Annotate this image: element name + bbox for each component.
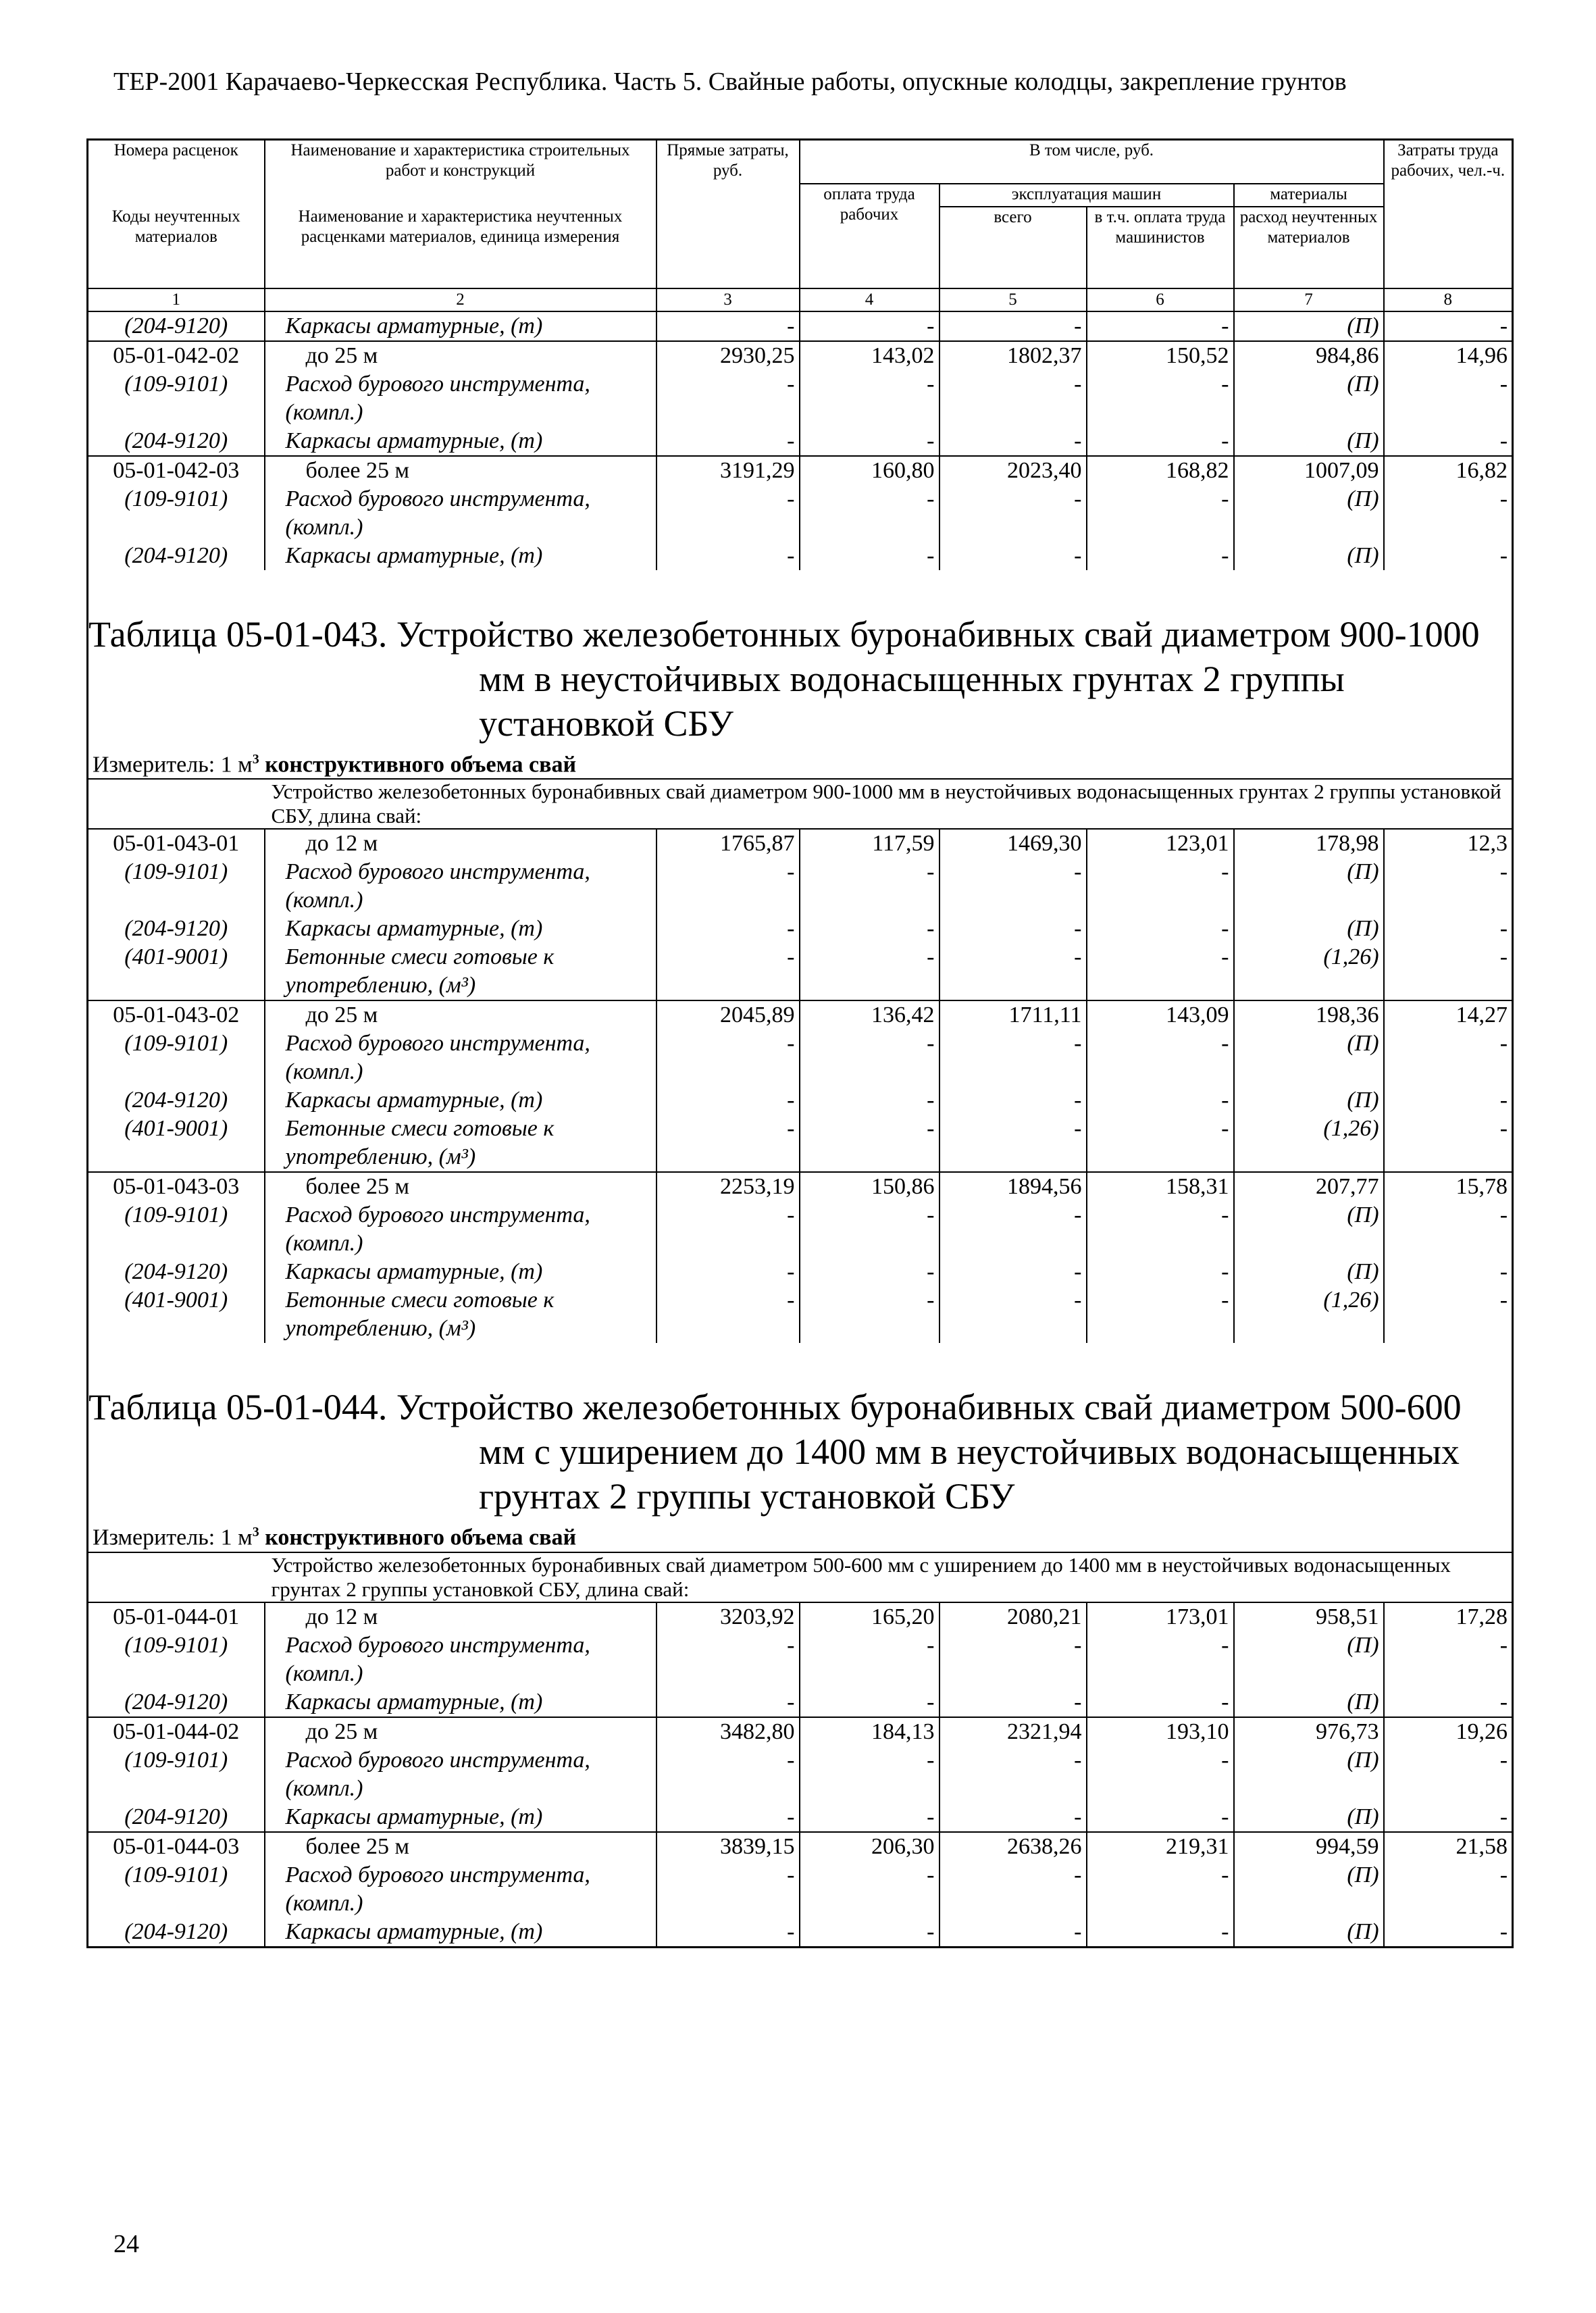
material-row xyxy=(88,1030,1513,1086)
direct-costs-cell: - xyxy=(657,1861,800,1918)
machinist-wages-cell: - xyxy=(1087,1258,1234,1286)
direct-costs-cell: - xyxy=(657,858,800,915)
machinist-wages-cell: - xyxy=(1087,1918,1234,1948)
machinist-wages-cell: - xyxy=(1087,370,1234,427)
machines-total-cell: - xyxy=(939,1631,1087,1688)
materials-cell: 178,98 xyxy=(1234,829,1384,858)
machines-total-cell: - xyxy=(939,943,1087,1000)
section-intro: Устройство железобетонных буронабивных свай диаметром 500-600 мм с уширением до 1400 мм в неустойчивых водонасыщенных грунтах 2 группы установкой СБУ, длина свай: xyxy=(265,1552,1513,1602)
col-work-name-header: Наименование и характеристика строительных работ и конструкций xyxy=(265,140,657,184)
machinist-wages-cell: - xyxy=(1087,311,1234,341)
machines-total-cell: - xyxy=(939,427,1087,456)
materials-cell: (П) xyxy=(1234,1861,1384,1918)
material-name: Бетонные смеси готовые к употреблению, (м³) xyxy=(265,1286,657,1343)
table-title-number: Таблица 05-01-043. xyxy=(88,614,388,655)
materials-cell: (1,26) xyxy=(1234,943,1384,1000)
materials-cell: (П) xyxy=(1234,311,1384,341)
materials-cell: 984,86 xyxy=(1234,341,1384,370)
machinist-wages-cell: 219,31 xyxy=(1087,1832,1234,1861)
materials-cell: (П) xyxy=(1234,1918,1384,1948)
machines-total-cell: - xyxy=(939,1086,1087,1115)
direct-costs-cell: - xyxy=(657,1030,800,1086)
machinist-wages-cell: - xyxy=(1087,1115,1234,1172)
machinist-wages-cell: - xyxy=(1087,858,1234,915)
table-title xyxy=(88,1381,1513,1519)
rate-name: более 25 м xyxy=(265,456,657,485)
wages-cell: 150,86 xyxy=(800,1172,939,1201)
materials-cell: (П) xyxy=(1234,1086,1384,1115)
col-number-8: 8 xyxy=(1384,288,1513,311)
material-name: Бетонные смеси готовые к употреблению, (м³) xyxy=(265,943,657,1000)
labor-cell: - xyxy=(1384,943,1513,1000)
direct-costs-cell: 3191,29 xyxy=(657,456,800,485)
labor-cell: - xyxy=(1384,1086,1513,1115)
direct-costs-cell: - xyxy=(657,1918,800,1948)
material-row xyxy=(88,1803,1513,1832)
wages-cell: - xyxy=(800,485,939,542)
materials-cell: (1,26) xyxy=(1234,1286,1384,1343)
machinist-wages-cell: - xyxy=(1087,1746,1234,1803)
materials-cell: 207,77 xyxy=(1234,1172,1384,1201)
machines-total-cell: - xyxy=(939,1688,1087,1717)
machines-total-cell: 1802,37 xyxy=(939,341,1087,370)
machines-total-cell: - xyxy=(939,1030,1087,1086)
machines-total-cell: - xyxy=(939,485,1087,542)
col-number-6: 6 xyxy=(1087,288,1234,311)
machines-total-cell: - xyxy=(939,311,1087,341)
material-row xyxy=(88,1918,1513,1948)
material-code: (401-9001) xyxy=(88,1286,265,1343)
machinist-wages-cell: 150,52 xyxy=(1087,341,1234,370)
machines-total-cell: 2321,94 xyxy=(939,1717,1087,1746)
material-code: (109-9101) xyxy=(88,1746,265,1803)
rate-row xyxy=(88,1172,1513,1201)
machinist-wages-cell: 173,01 xyxy=(1087,1602,1234,1631)
material-name: Каркасы арматурные, (т) xyxy=(265,1688,657,1717)
direct-costs-cell: - xyxy=(657,1201,800,1258)
machines-total-cell: 2638,26 xyxy=(939,1832,1087,1861)
material-row xyxy=(88,485,1513,542)
labor-cell: - xyxy=(1384,1631,1513,1688)
labor-cell: - xyxy=(1384,542,1513,570)
direct-costs-cell: 3203,92 xyxy=(657,1602,800,1631)
wages-cell: 165,20 xyxy=(800,1602,939,1631)
machinist-wages-cell: - xyxy=(1087,1688,1234,1717)
wages-cell: - xyxy=(800,1115,939,1172)
machinist-wages-cell: - xyxy=(1087,1030,1234,1086)
unit-of-measure: Измеритель: 1 $м^3$ конструктивного объема свай xyxy=(88,1519,1513,1552)
labor-cell: 12,3 xyxy=(1384,829,1513,858)
material-row xyxy=(88,915,1513,943)
labor-cell: - xyxy=(1384,1258,1513,1286)
rate-row xyxy=(88,1717,1513,1746)
wages-cell: 117,59 xyxy=(800,829,939,858)
machinist-wages-cell: - xyxy=(1087,943,1234,1000)
direct-costs-cell: 2045,89 xyxy=(657,1000,800,1030)
direct-costs-cell: - xyxy=(657,1746,800,1803)
machinist-wages-cell: - xyxy=(1087,1803,1234,1832)
table-043-rows xyxy=(88,829,1513,1343)
col-number-7: 7 xyxy=(1234,288,1384,311)
labor-cell: - xyxy=(1384,485,1513,542)
direct-costs-cell: - xyxy=(657,943,800,1000)
col-number-2: 2 xyxy=(265,288,657,311)
labor-cell: - xyxy=(1384,1201,1513,1258)
material-code: (204-9120) xyxy=(88,1803,265,1832)
material-code: (204-9120) xyxy=(88,1688,265,1717)
material-name: Каркасы арматурные, (т) xyxy=(265,427,657,456)
col-direct-costs-header: Прямые затраты, руб. xyxy=(657,140,800,289)
material-code: (109-9101) xyxy=(88,1861,265,1918)
machinist-wages-cell: - xyxy=(1087,1286,1234,1343)
machines-total-cell: 1469,30 xyxy=(939,829,1087,858)
labor-cell: 16,82 xyxy=(1384,456,1513,485)
machines-total-cell: - xyxy=(939,915,1087,943)
col-machines-total-header: всего xyxy=(939,207,1087,288)
material-code: (401-9001) xyxy=(88,1115,265,1172)
direct-costs-cell: - xyxy=(657,542,800,570)
material-row xyxy=(88,542,1513,570)
col-number-3: 3 xyxy=(657,288,800,311)
col-wages-header: оплата труда рабочих xyxy=(800,184,939,288)
material-name: Каркасы арматурные, (т) xyxy=(265,1258,657,1286)
material-name: Расход бурового инструмента, (компл.) xyxy=(265,1030,657,1086)
wages-cell: - xyxy=(800,1086,939,1115)
machines-total-cell: - xyxy=(939,1918,1087,1948)
labor-cell: 14,27 xyxy=(1384,1000,1513,1030)
labor-cell: - xyxy=(1384,1030,1513,1086)
machines-total-cell: - xyxy=(939,858,1087,915)
rate-row xyxy=(88,1832,1513,1861)
page-header: ТЕР-2001 Карачаево-Черкесская Республика. Часть 5. Свайные работы, опускные колодцы, закрепление грунтов xyxy=(113,68,1347,96)
material-name: Расход бурового инструмента, (компл.) xyxy=(265,1631,657,1688)
material-row xyxy=(88,311,1513,341)
material-name: Каркасы арматурные, (т) xyxy=(265,1803,657,1832)
material-name: Каркасы арматурные, (т) xyxy=(265,1086,657,1115)
direct-costs-cell: 3482,80 xyxy=(657,1717,800,1746)
col-material-name-header: Наименование и характеристика неучтенных расценками материалов, единица измерения xyxy=(265,207,657,288)
rate-code: 05-01-043-03 xyxy=(88,1172,265,1201)
rate-name: более 25 м xyxy=(265,1172,657,1201)
materials-cell: (П) xyxy=(1234,915,1384,943)
wages-cell: - xyxy=(800,1201,939,1258)
direct-costs-cell: - xyxy=(657,485,800,542)
material-name: Каркасы арматурные, (т) xyxy=(265,1918,657,1948)
machinist-wages-cell: - xyxy=(1087,1861,1234,1918)
machinist-wages-cell: - xyxy=(1087,1201,1234,1258)
material-code: (109-9101) xyxy=(88,1030,265,1086)
rate-name: до 25 м xyxy=(265,1000,657,1030)
direct-costs-cell: - xyxy=(657,370,800,427)
rate-row xyxy=(88,456,1513,485)
material-row xyxy=(88,1201,1513,1258)
machinist-wages-cell: 158,31 xyxy=(1087,1172,1234,1201)
wages-cell: - xyxy=(800,1688,939,1717)
materials-cell: (П) xyxy=(1234,858,1384,915)
labor-cell: - xyxy=(1384,1918,1513,1948)
direct-costs-cell: - xyxy=(657,1803,800,1832)
col-materials-consumption-header: расход неучтенных материалов xyxy=(1234,207,1384,288)
material-row xyxy=(88,1086,1513,1115)
machines-total-cell: - xyxy=(939,370,1087,427)
material-code: (401-9001) xyxy=(88,943,265,1000)
labor-cell: - xyxy=(1384,915,1513,943)
materials-cell: 994,59 xyxy=(1234,1832,1384,1861)
materials-cell: 1007,09 xyxy=(1234,456,1384,485)
col-number-4: 4 xyxy=(800,288,939,311)
table-title-text: Устройство железобетонных буронабивных свай диаметром 500-600 мм с уширением до 1400 мм в неустойчивых водонасыщенных грунтах 2 группы установкой СБУ xyxy=(396,1387,1462,1517)
wages-cell: 184,13 xyxy=(800,1717,939,1746)
materials-cell: 958,51 xyxy=(1234,1602,1384,1631)
wages-cell: - xyxy=(800,370,939,427)
direct-costs-cell: - xyxy=(657,311,800,341)
table-title xyxy=(88,608,1513,746)
machines-total-cell: - xyxy=(939,1861,1087,1918)
machines-total-cell: - xyxy=(939,542,1087,570)
machinist-wages-cell: - xyxy=(1087,1086,1234,1115)
col-machinist-wages-header: в т.ч. оплата труда машинистов xyxy=(1087,207,1234,288)
material-row xyxy=(88,1286,1513,1343)
material-row xyxy=(88,1631,1513,1688)
materials-cell: (П) xyxy=(1234,370,1384,427)
materials-cell: (П) xyxy=(1234,485,1384,542)
labor-cell: - xyxy=(1384,1861,1513,1918)
material-code: (109-9101) xyxy=(88,858,265,915)
labor-cell: - xyxy=(1384,1803,1513,1832)
wages-cell: 160,80 xyxy=(800,456,939,485)
wages-cell: 143,02 xyxy=(800,341,939,370)
material-name: Расход бурового инструмента, (компл.) xyxy=(265,1861,657,1918)
material-code: (109-9101) xyxy=(88,1631,265,1688)
labor-cell: 17,28 xyxy=(1384,1602,1513,1631)
labor-cell: - xyxy=(1384,1115,1513,1172)
rate-code: 05-01-043-02 xyxy=(88,1000,265,1030)
rate-code: 05-01-044-01 xyxy=(88,1602,265,1631)
machines-total-cell: - xyxy=(939,1286,1087,1343)
table-044-rows xyxy=(88,1602,1513,1948)
machinist-wages-cell: - xyxy=(1087,915,1234,943)
direct-costs-cell: - xyxy=(657,1688,800,1717)
wages-cell: - xyxy=(800,858,939,915)
table-044-heading xyxy=(88,1343,1513,1602)
material-code: (204-9120) xyxy=(88,1258,265,1286)
labor-cell: 14,96 xyxy=(1384,341,1513,370)
labor-cell: - xyxy=(1384,1746,1513,1803)
labor-cell: - xyxy=(1384,858,1513,915)
material-code: (204-9120) xyxy=(88,542,265,570)
material-code: (204-9120) xyxy=(88,915,265,943)
material-code: (204-9120) xyxy=(88,311,265,341)
direct-costs-cell: - xyxy=(657,1286,800,1343)
materials-cell: (П) xyxy=(1234,542,1384,570)
wages-cell: - xyxy=(800,1286,939,1343)
wages-cell: - xyxy=(800,915,939,943)
material-row xyxy=(88,1861,1513,1918)
material-code: (204-9120) xyxy=(88,1086,265,1115)
section-intro: Устройство железобетонных буронабивных свай диаметром 900-1000 мм в неустойчивых водонасыщенных грунтах 2 группы установкой СБУ, длина свай: xyxy=(265,779,1513,829)
machinist-wages-cell: 123,01 xyxy=(1087,829,1234,858)
material-name: Расход бурового инструмента, (компл.) xyxy=(265,370,657,427)
material-name: Каркасы арматурные, (т) xyxy=(265,915,657,943)
machines-total-cell: 2023,40 xyxy=(939,456,1087,485)
machinist-wages-cell: - xyxy=(1087,1631,1234,1688)
labor-cell: - xyxy=(1384,370,1513,427)
labor-cell: - xyxy=(1384,427,1513,456)
materials-cell: (П) xyxy=(1234,1746,1384,1803)
col-number-1: 1 xyxy=(88,288,265,311)
rate-code: 05-01-042-03 xyxy=(88,456,265,485)
col-labor-header: Затраты труда рабочих, чел.-ч. xyxy=(1384,140,1513,289)
machinist-wages-cell: - xyxy=(1087,485,1234,542)
machines-total-cell: 1711,11 xyxy=(939,1000,1087,1030)
material-name: Расход бурового инструмента, (компл.) xyxy=(265,485,657,542)
unit-of-measure: Измеритель: 1 $м^3$ конструктивного объема свай xyxy=(88,746,1513,779)
labor-cell: - xyxy=(1384,1688,1513,1717)
machines-total-cell: - xyxy=(939,1803,1087,1832)
col-including-header: В том числе, руб. xyxy=(800,140,1384,184)
material-code: (204-9120) xyxy=(88,1918,265,1948)
labor-cell: 19,26 xyxy=(1384,1717,1513,1746)
direct-costs-cell: - xyxy=(657,427,800,456)
col-material-codes-header: Коды неучтенных материалов xyxy=(88,207,265,288)
wages-cell: - xyxy=(800,1918,939,1948)
direct-costs-cell: - xyxy=(657,1115,800,1172)
col-number-5: 5 xyxy=(939,288,1087,311)
material-name: Расход бурового инструмента, (компл.) xyxy=(265,858,657,915)
machines-total-cell: 1894,56 xyxy=(939,1172,1087,1201)
wages-cell: 206,30 xyxy=(800,1832,939,1861)
rate-row xyxy=(88,829,1513,858)
materials-cell: 198,36 xyxy=(1234,1000,1384,1030)
machinist-wages-cell: - xyxy=(1087,542,1234,570)
table-042-continuation xyxy=(88,311,1513,570)
material-code: (109-9101) xyxy=(88,370,265,427)
direct-costs-cell: - xyxy=(657,915,800,943)
rate-name: до 25 м xyxy=(265,341,657,370)
direct-costs-cell: - xyxy=(657,1258,800,1286)
material-code: (204-9120) xyxy=(88,427,265,456)
wages-cell: - xyxy=(800,1803,939,1832)
machinist-wages-cell: 143,09 xyxy=(1087,1000,1234,1030)
rates-table xyxy=(86,138,1514,1948)
material-row xyxy=(88,370,1513,427)
materials-cell: (П) xyxy=(1234,1688,1384,1717)
material-row xyxy=(88,1258,1513,1286)
rate-code: 05-01-044-03 xyxy=(88,1832,265,1861)
rate-row xyxy=(88,1000,1513,1030)
wages-cell: - xyxy=(800,427,939,456)
wages-cell: - xyxy=(800,1258,939,1286)
wages-cell: 136,42 xyxy=(800,1000,939,1030)
direct-costs-cell: 2253,19 xyxy=(657,1172,800,1201)
direct-costs-cell: - xyxy=(657,1631,800,1688)
rate-row xyxy=(88,1602,1513,1631)
col-machines-header: эксплуатация машин xyxy=(939,184,1234,207)
material-name: Расход бурового инструмента, (компл.) xyxy=(265,1746,657,1803)
materials-cell: 976,73 xyxy=(1234,1717,1384,1746)
machines-total-cell: - xyxy=(939,1258,1087,1286)
rate-name: более 25 м xyxy=(265,1832,657,1861)
direct-costs-cell: 1765,87 xyxy=(657,829,800,858)
materials-cell: (П) xyxy=(1234,427,1384,456)
machines-total-cell: - xyxy=(939,1746,1087,1803)
material-row xyxy=(88,1746,1513,1803)
wages-cell: - xyxy=(800,1030,939,1086)
materials-cell: (1,26) xyxy=(1234,1115,1384,1172)
material-row xyxy=(88,1115,1513,1172)
materials-cell: (П) xyxy=(1234,1030,1384,1086)
material-code: (109-9101) xyxy=(88,485,265,542)
labor-cell: - xyxy=(1384,1286,1513,1343)
table-title-number: Таблица 05-01-044. xyxy=(88,1387,388,1428)
machines-total-cell: - xyxy=(939,1201,1087,1258)
wages-cell: - xyxy=(800,1631,939,1688)
rate-code: 05-01-044-02 xyxy=(88,1717,265,1746)
wages-cell: - xyxy=(800,542,939,570)
material-name: Каркасы арматурные, (т) xyxy=(265,542,657,570)
material-row xyxy=(88,943,1513,1000)
col-rate-number-header: Номера расценок xyxy=(88,140,265,184)
labor-cell: 15,78 xyxy=(1384,1172,1513,1201)
wages-cell: - xyxy=(800,1746,939,1803)
rate-name: до 12 м xyxy=(265,1602,657,1631)
machinist-wages-cell: 168,82 xyxy=(1087,456,1234,485)
rate-code: 05-01-043-01 xyxy=(88,829,265,858)
table-title-text: Устройство железобетонных буронабивных свай диаметром 900-1000 мм в неустойчивых водонасыщенных грунтах 2 группы установкой СБУ xyxy=(396,614,1480,744)
rate-name: до 25 м xyxy=(265,1717,657,1746)
wages-cell: - xyxy=(800,943,939,1000)
materials-cell: (П) xyxy=(1234,1803,1384,1832)
machinist-wages-cell: 193,10 xyxy=(1087,1717,1234,1746)
rate-row xyxy=(88,341,1513,370)
wages-cell: - xyxy=(800,311,939,341)
wages-cell: - xyxy=(800,1861,939,1918)
direct-costs-cell: 3839,15 xyxy=(657,1832,800,1861)
col-materials-header: материалы xyxy=(1234,184,1384,207)
materials-cell: (П) xyxy=(1234,1258,1384,1286)
material-code: (109-9101) xyxy=(88,1201,265,1258)
material-name: Каркасы арматурные, (т) xyxy=(265,311,657,341)
labor-cell: 21,58 xyxy=(1384,1832,1513,1861)
labor-cell: - xyxy=(1384,311,1513,341)
table-043-heading xyxy=(88,570,1513,829)
material-row xyxy=(88,1688,1513,1717)
rate-name: до 12 м xyxy=(265,829,657,858)
machines-total-cell: - xyxy=(939,1115,1087,1172)
material-name: Расход бурового инструмента, (компл.) xyxy=(265,1201,657,1258)
direct-costs-cell: - xyxy=(657,1086,800,1115)
machinist-wages-cell: - xyxy=(1087,427,1234,456)
page-number: 24 xyxy=(113,2230,139,2258)
machines-total-cell: 2080,21 xyxy=(939,1602,1087,1631)
direct-costs-cell: 2930,25 xyxy=(657,341,800,370)
material-name: Бетонные смеси готовые к употреблению, (м³) xyxy=(265,1115,657,1172)
materials-cell: (П) xyxy=(1234,1201,1384,1258)
materials-cell: (П) xyxy=(1234,1631,1384,1688)
material-row xyxy=(88,858,1513,915)
rate-code: 05-01-042-02 xyxy=(88,341,265,370)
material-row xyxy=(88,427,1513,456)
